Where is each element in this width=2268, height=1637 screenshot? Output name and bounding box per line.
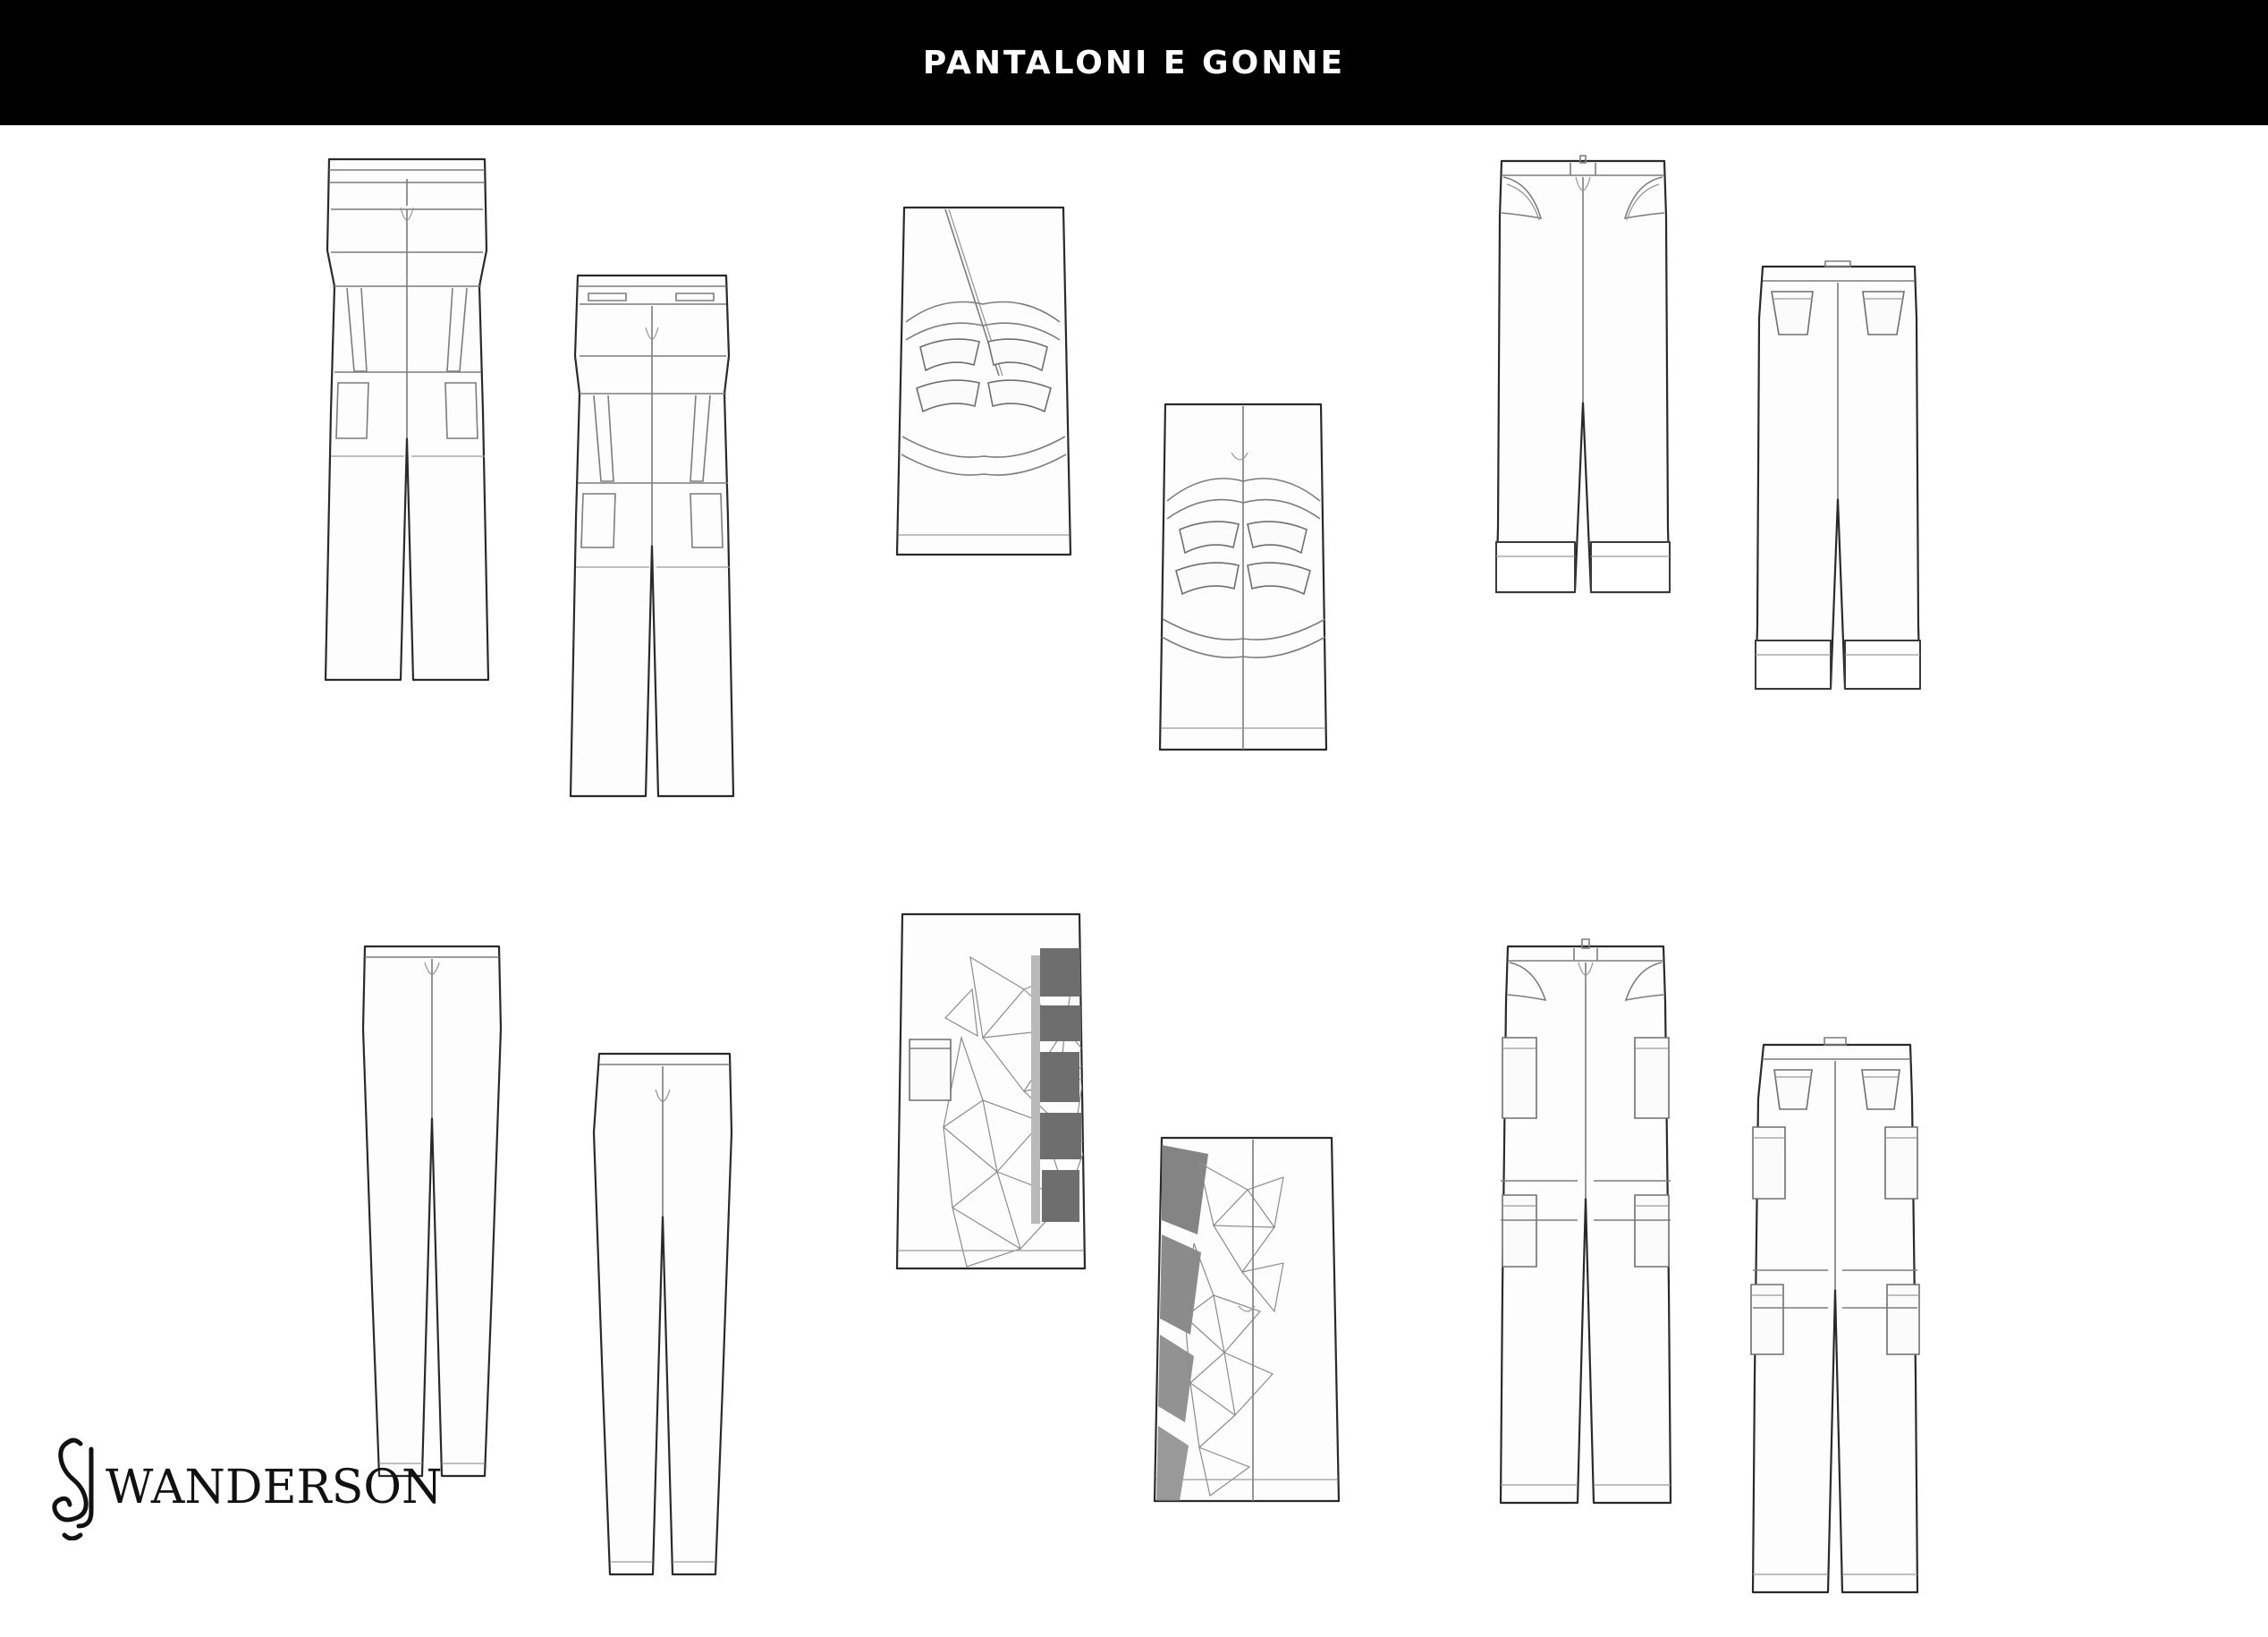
figure-graphic-print-skirt-back[interactable] bbox=[1149, 1127, 1355, 1530]
figure-turn-up-jean-back[interactable] bbox=[1739, 242, 1936, 832]
wide-leg-trouser-back-drawing bbox=[556, 259, 749, 832]
figure-turn-up-jean-front[interactable] bbox=[1480, 134, 1686, 725]
jw-monogram-icon bbox=[47, 1435, 98, 1540]
page-header bbox=[0, 0, 2268, 125]
figure-midi-skirt-front-zip[interactable] bbox=[890, 197, 1078, 599]
figure-slim-legging-front[interactable] bbox=[349, 912, 519, 1503]
figure-cargo-trouser-front[interactable] bbox=[1485, 912, 1690, 1539]
graphic-print-skirt-back-drawing bbox=[1149, 1127, 1355, 1530]
figure-cargo-trouser-back[interactable] bbox=[1735, 1011, 1941, 1637]
graphic-print-skirt-front-drawing bbox=[890, 903, 1096, 1297]
figure-wide-leg-trouser-back[interactable] bbox=[556, 259, 749, 832]
page-title: PANTALONI E GONNE bbox=[922, 44, 1346, 81]
turn-up-jean-back-drawing bbox=[1739, 242, 1936, 832]
midi-skirt-back-drawing bbox=[1149, 394, 1337, 778]
figure-wide-leg-trouser-front[interactable] bbox=[304, 143, 510, 716]
figures-canvas bbox=[0, 125, 2268, 1599]
slim-legging-back-drawing bbox=[581, 1020, 751, 1610]
brand-logo bbox=[47, 1427, 443, 1548]
wide-leg-trouser-front-drawing bbox=[304, 143, 510, 716]
figure-midi-skirt-back-panelled[interactable] bbox=[1149, 394, 1337, 778]
figure-slim-legging-back[interactable] bbox=[581, 1020, 751, 1610]
brand-name: WANDERSON bbox=[106, 1460, 443, 1514]
figure-graphic-print-skirt-front[interactable] bbox=[890, 903, 1096, 1297]
midi-skirt-front-zip-drawing bbox=[890, 197, 1078, 599]
slim-legging-front-drawing bbox=[349, 912, 519, 1503]
cargo-trouser-back-drawing bbox=[1735, 1011, 1941, 1637]
cargo-trouser-front-drawing bbox=[1485, 912, 1690, 1539]
turn-up-jean-front-drawing bbox=[1480, 134, 1686, 725]
